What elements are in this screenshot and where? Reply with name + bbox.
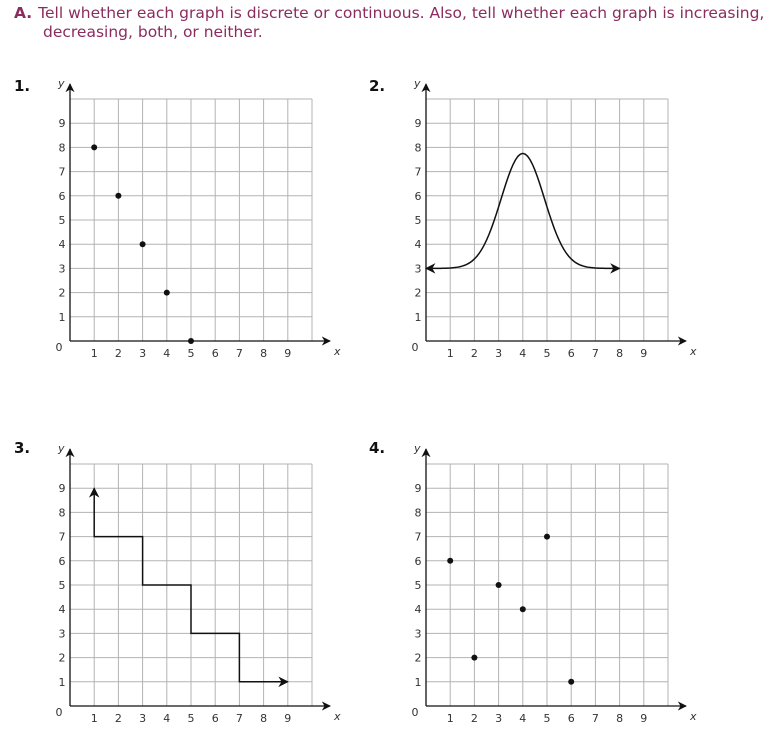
y-tick-label: 1: [58, 310, 66, 324]
x-tick-label: 8: [260, 712, 268, 725]
x-tick-label: 9: [284, 712, 292, 725]
y-tick-label: 7: [414, 165, 422, 179]
x-tick-label: 6: [211, 347, 219, 360]
x-tick-label: 4: [519, 347, 527, 360]
data-point: [520, 606, 526, 612]
x-axis-label: x: [690, 345, 697, 358]
problem-number-1: 1.: [14, 77, 31, 95]
y-tick-label: 1: [414, 675, 422, 689]
x-tick-label: 3: [139, 347, 147, 360]
y-tick-label: 9: [414, 482, 422, 496]
y-tick-label: 2: [414, 286, 422, 300]
origin-label: 0: [411, 341, 419, 354]
y-tick-label: 5: [414, 579, 422, 592]
y-tick-label: 5: [414, 214, 422, 227]
origin-label: 0: [55, 341, 63, 354]
data-point: [568, 679, 574, 685]
y-tick-label: 7: [414, 530, 422, 544]
y-axis-label: y: [58, 77, 65, 90]
x-tick-label: 5: [543, 712, 551, 725]
x-tick-label: 6: [567, 712, 575, 725]
x-tick-label: 7: [591, 712, 599, 725]
x-axis-label: x: [334, 710, 341, 723]
x-tick-label: 7: [235, 347, 243, 360]
y-tick-label: 9: [414, 117, 422, 131]
x-tick-label: 7: [591, 347, 599, 360]
y-axis-label: y: [414, 442, 421, 455]
x-tick-label: 9: [284, 347, 292, 360]
data-point: [447, 558, 453, 564]
instruction-letter: A.: [14, 4, 33, 22]
problem-number-2: 2.: [369, 77, 386, 95]
y-tick-label: 1: [414, 310, 422, 324]
y-tick-label: 4: [58, 238, 66, 252]
problem-number-4: 4.: [369, 439, 386, 457]
instruction-line-2: decreasing, both, or neither.: [43, 23, 263, 41]
y-tick-label: 4: [58, 603, 66, 617]
y-tick-label: 8: [58, 506, 66, 520]
y-tick-label: 5: [58, 579, 66, 592]
x-tick-label: 8: [616, 347, 624, 360]
y-tick-label: 7: [58, 530, 66, 544]
x-tick-label: 2: [470, 712, 478, 725]
x-tick-label: 5: [187, 347, 195, 360]
x-tick-label: 1: [90, 712, 98, 725]
y-tick-label: 9: [58, 482, 66, 496]
x-tick-label: 2: [470, 347, 478, 360]
x-tick-label: 6: [211, 712, 219, 725]
y-tick-label: 6: [414, 189, 422, 203]
y-tick-label: 2: [58, 651, 66, 665]
y-tick-label: 8: [58, 141, 66, 155]
x-tick-label: 5: [187, 712, 195, 725]
y-tick-label: 3: [58, 627, 66, 641]
y-tick-label: 6: [58, 189, 66, 203]
x-axis-label: x: [334, 345, 341, 358]
x-axis-label: x: [690, 710, 697, 723]
y-tick-label: 9: [58, 117, 66, 131]
data-point: [496, 582, 502, 588]
y-tick-label: 4: [414, 603, 422, 617]
origin-label: 0: [411, 706, 419, 719]
x-tick-label: 9: [640, 712, 648, 725]
y-axis-label: y: [414, 77, 421, 90]
x-tick-label: 3: [495, 712, 503, 725]
y-tick-label: 6: [414, 554, 422, 568]
x-tick-label: 9: [640, 347, 648, 360]
data-point: [471, 655, 477, 661]
x-tick-label: 2: [114, 347, 122, 360]
x-tick-label: 1: [446, 712, 454, 725]
y-tick-label: 2: [58, 286, 66, 300]
y-tick-label: 8: [414, 141, 422, 155]
x-tick-label: 3: [495, 347, 503, 360]
x-tick-label: 8: [616, 712, 624, 725]
y-axis-label: y: [58, 442, 65, 455]
y-tick-label: 3: [414, 627, 422, 641]
y-tick-label: 6: [58, 554, 66, 568]
x-tick-label: 7: [235, 712, 243, 725]
x-tick-label: 4: [163, 347, 171, 360]
data-point: [544, 534, 550, 540]
origin-label: 0: [55, 706, 63, 719]
y-tick-label: 8: [414, 506, 422, 520]
x-tick-label: 8: [260, 347, 268, 360]
y-tick-label: 3: [58, 262, 66, 276]
x-tick-label: 3: [139, 712, 147, 725]
x-tick-label: 4: [519, 712, 527, 725]
y-tick-label: 3: [414, 262, 422, 276]
x-tick-label: 1: [90, 347, 98, 360]
y-tick-label: 7: [58, 165, 66, 179]
x-tick-label: 6: [567, 347, 575, 360]
y-tick-label: 2: [414, 651, 422, 665]
problem-number-3: 3.: [14, 439, 31, 457]
y-tick-label: 4: [414, 238, 422, 252]
x-tick-label: 2: [114, 712, 122, 725]
y-tick-label: 5: [58, 214, 66, 227]
x-tick-label: 1: [446, 347, 454, 360]
x-tick-label: 4: [163, 712, 171, 725]
instruction-line-1: Tell whether each graph is discrete or continuous. Also, tell whether each graph is increasing,: [38, 4, 765, 22]
x-tick-label: 5: [543, 347, 551, 360]
y-tick-label: 1: [58, 675, 66, 689]
